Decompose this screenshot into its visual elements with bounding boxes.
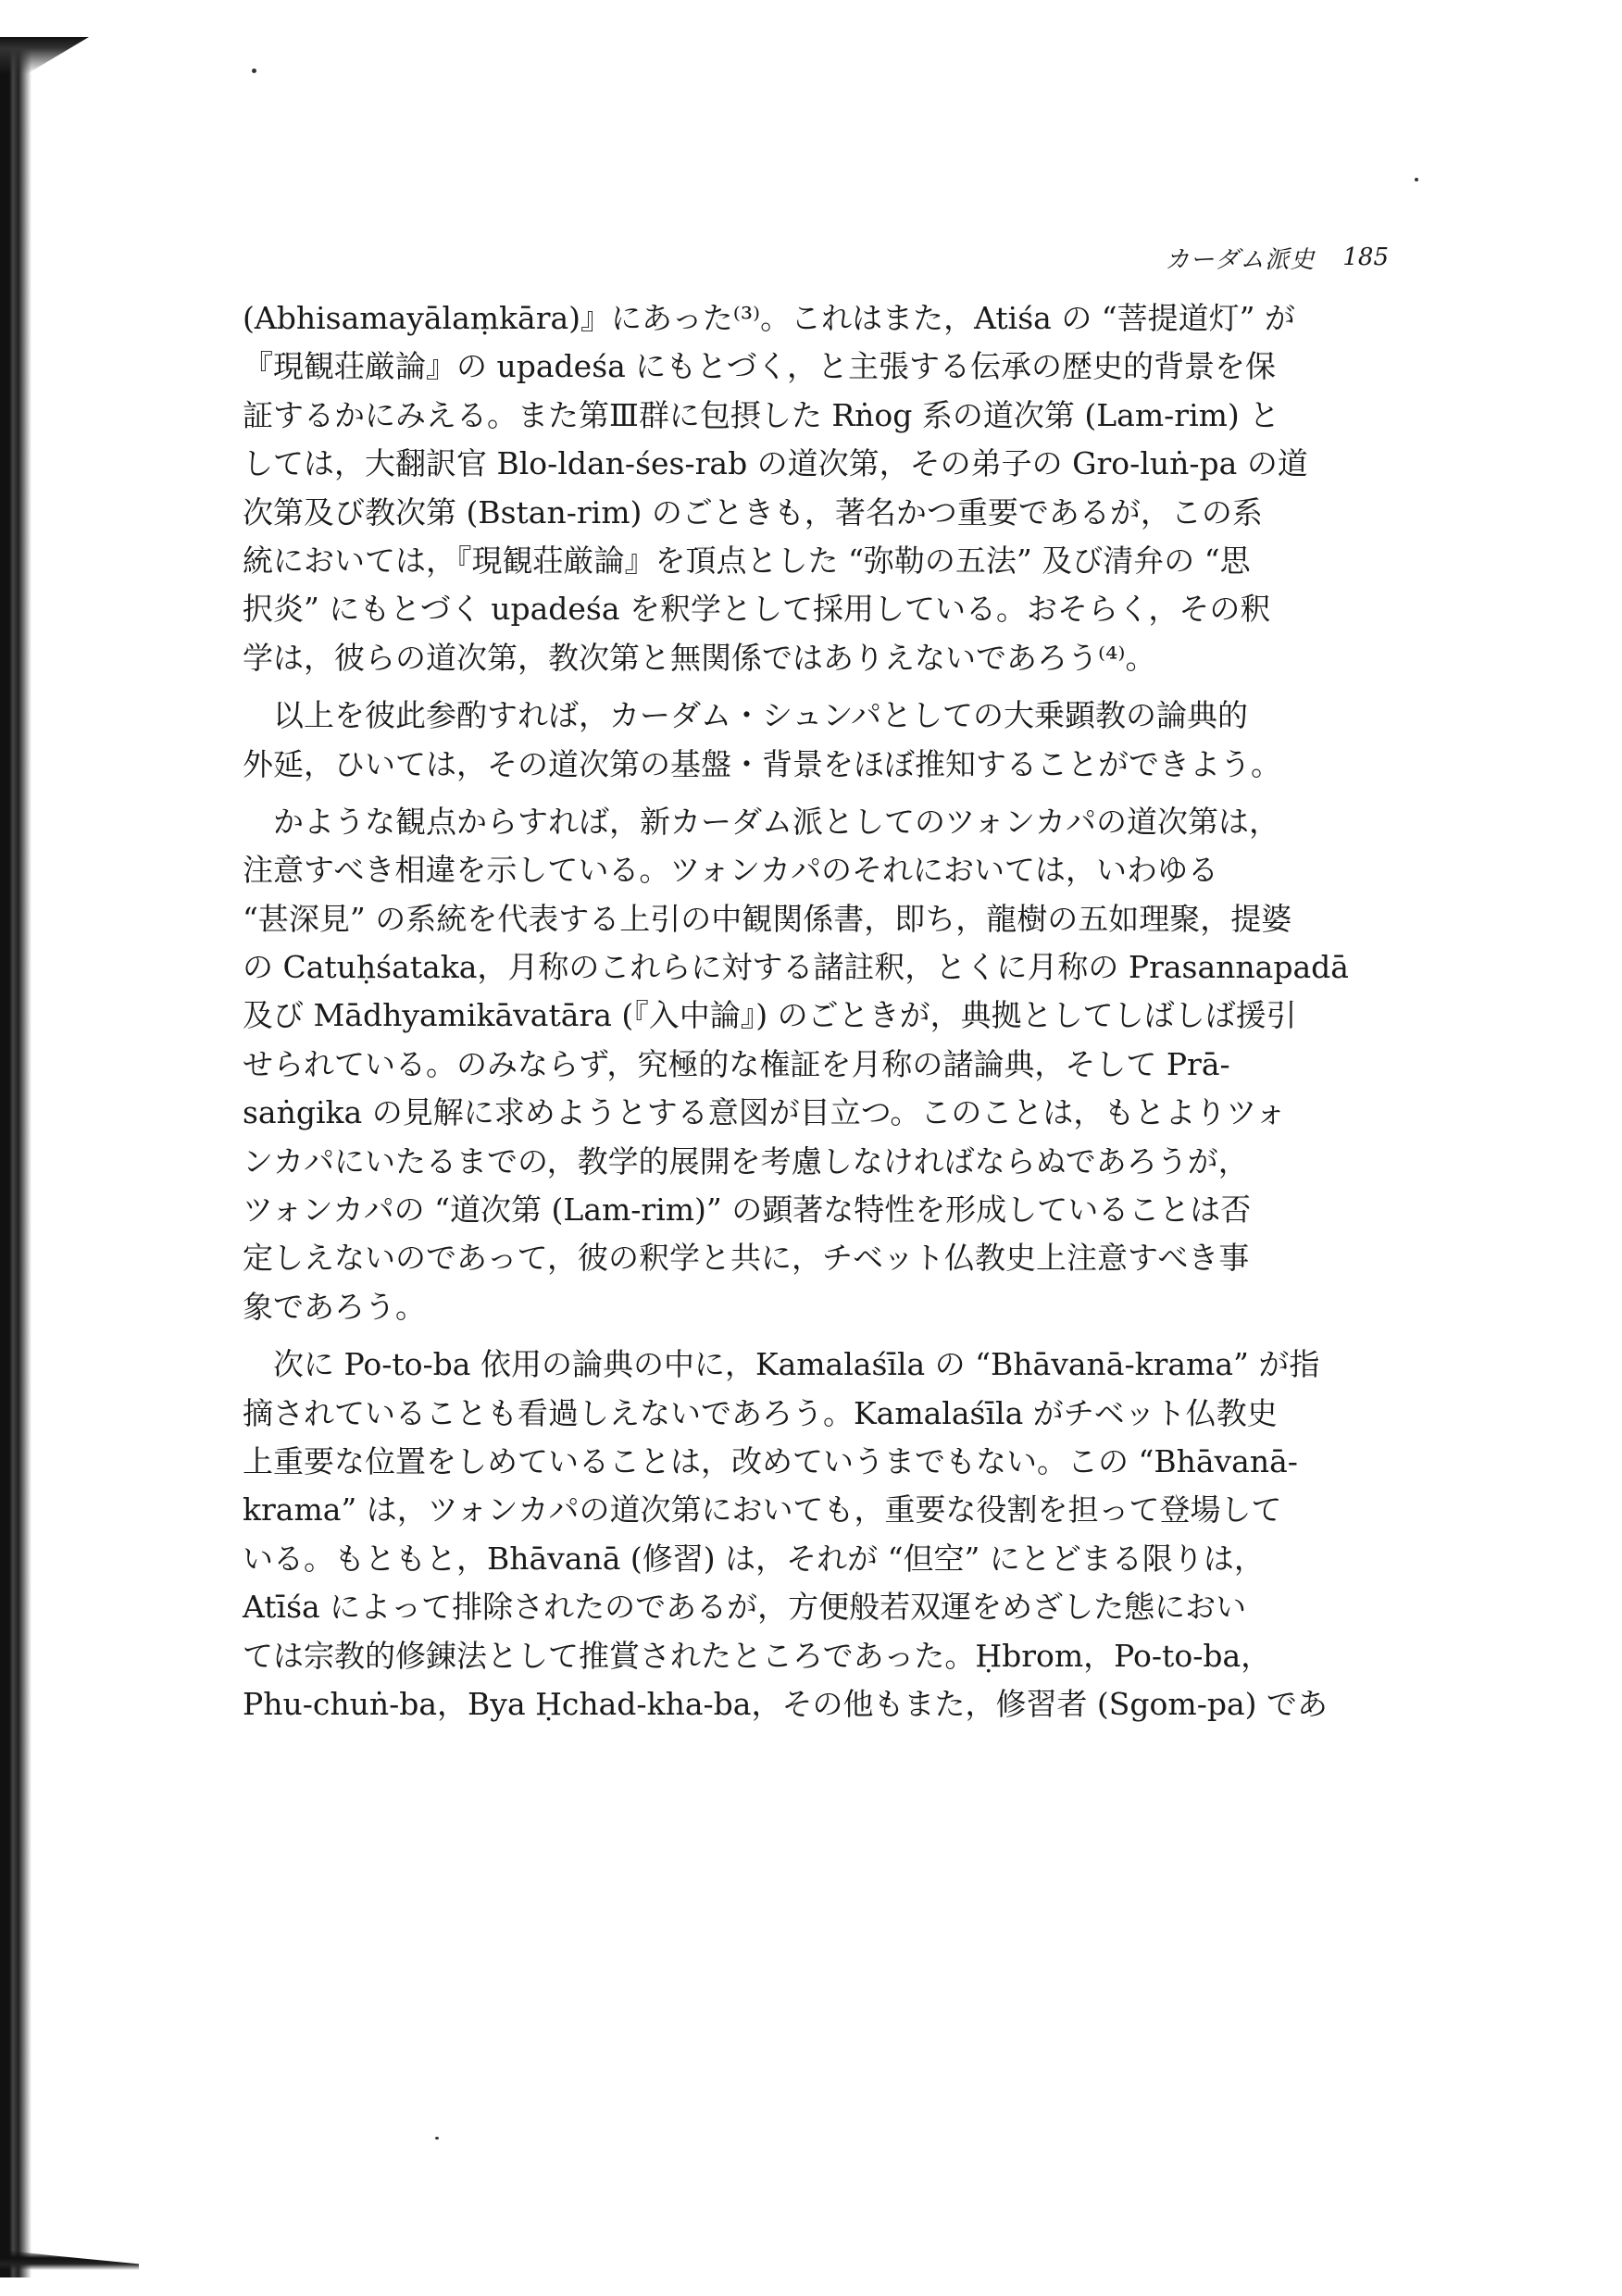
text-line: 定しえないのであって，彼の釈学と共に，チベット仏教史上注意すべき事	[243, 1240, 1250, 1277]
text-line: しては，大翻訳官 Blo-ldan-śes-rab の道次第，その弟子の Gro-luṅ-pa の道	[243, 445, 1308, 482]
text-line: いる。もともと，Bhāvanā (修習) は，それが “但空” にとどまる限りは，	[243, 1540, 1265, 1577]
text-line: 次に Po-to-ba 依用の論典の中に，Kamalaśīla の “Bhāvanā-krama” が指	[243, 1346, 1320, 1383]
text-line: の Catuḥśataka，月称のこれらに対する諸註釈，とくに月称の Prasannapadā	[243, 949, 1349, 986]
paragraph	[243, 294, 1379, 682]
scan-binding-edge	[0, 37, 31, 2277]
text-line: 択炎” にもとづく upadeśa を釈学として採用している。おそらく，その釈	[243, 591, 1271, 628]
text-line: Atīśa によって排除されたのであるが，方便般若双運をめざした態におい	[243, 1589, 1247, 1626]
text-line: 『現観荘厳論』の upadeśa にもとづく，と主張する伝承の歴史的背景を保	[243, 348, 1276, 385]
page-header	[1111, 239, 1389, 276]
text-line: 統においては，『現観荘厳論』を頂点とした “弥勒の五法” 及び清弁の “思	[243, 542, 1251, 579]
text-line: 象であろう。	[243, 1288, 426, 1325]
paragraph	[243, 798, 1379, 1331]
scan-speck	[1415, 178, 1418, 181]
text-line: かような観点からすれば，新カーダム派としてのツォンカパの道次第は，	[243, 803, 1280, 840]
text-line: “甚深見” の系統を代表する上引の中観関係書，即ち，龍樹の五如理聚，提婆	[243, 900, 1292, 937]
text-line: ては宗教的修錬法として推賞されたところであった。Ḥbrom，Po-to-ba，	[243, 1637, 1272, 1674]
text-line: 注意すべき相違を示している。ツォンカパのそれにおいては，いわゆる	[243, 852, 1219, 889]
scan-speck	[435, 2137, 439, 2140]
paragraph-gap	[243, 1331, 1379, 1341]
paragraph-gap	[243, 682, 1379, 692]
text-line: せられている。のみならず，究極的な権証を月称の諸論典，そして Prā-	[243, 1045, 1230, 1082]
text-line: (Abhisamayālaṃkāra)』にあった⁽³⁾。これはまた，Atiśa の “菩提道灯” が	[243, 300, 1296, 336]
page-number: 185	[1342, 243, 1389, 271]
text-line: 摘されていることも看過しえないであろう。Kamalaśīla がチベット仏教史	[243, 1394, 1278, 1431]
body-text	[243, 294, 1379, 1728]
text-line: Phu-chuṅ-ba，Bya Ḥchad-kha-ba，その他もまた，修習者 (Sgom-pa) であ	[243, 1685, 1329, 1722]
text-line: 及び Mādhyamikāvatāra (『入中論』) のごときが，典拠としてしばしば援引	[243, 997, 1297, 1034]
text-line: 以上を彼此参酌すれば，カーダム・シュンパとしての大乗顕教の論典的	[243, 697, 1249, 734]
text-line: 学は，彼らの道次第，教次第と無関係ではありえないであろう⁽⁴⁾。	[243, 639, 1156, 676]
paragraph	[243, 1341, 1379, 1728]
text-line: 外延，ひいては，その道次第の基盤・背景をほぼ推知することができよう。	[243, 745, 1281, 782]
paragraph	[243, 692, 1379, 789]
scan-binding-top	[0, 37, 89, 74]
text-line: ツォンカパの “道次第 (Lam-rim)” の顕著な特性を形成していることは否	[243, 1192, 1252, 1229]
text-line: krama” は，ツォンカパの道次第においても，重要な役割を担って登場して	[243, 1491, 1282, 1529]
scan-binding-bottom	[0, 2250, 139, 2270]
scan-speck	[252, 69, 256, 73]
text-line: 上重要な位置をしめていることは，改めていうまでもない。この “Bhāvanā-	[243, 1442, 1298, 1479]
text-line: 証するかにみえる。また第Ⅲ群に包摂した Rṅog 系の道次第 (Lam-rim) と	[243, 396, 1280, 433]
text-line: ンカパにいたるまでの，教学的展開を考慮しなければならぬであろうが，	[243, 1142, 1249, 1179]
paragraph-gap	[243, 789, 1379, 798]
text-line: saṅgika の見解に求めようとする意図が目立つ。このことは，もとよりツォ	[243, 1094, 1287, 1131]
running-title: カーダム派史	[1165, 245, 1316, 274]
text-line: 次第及び教次第 (Bstan-rim) のごときも，著名かつ重要であるが，この系	[243, 493, 1263, 530]
